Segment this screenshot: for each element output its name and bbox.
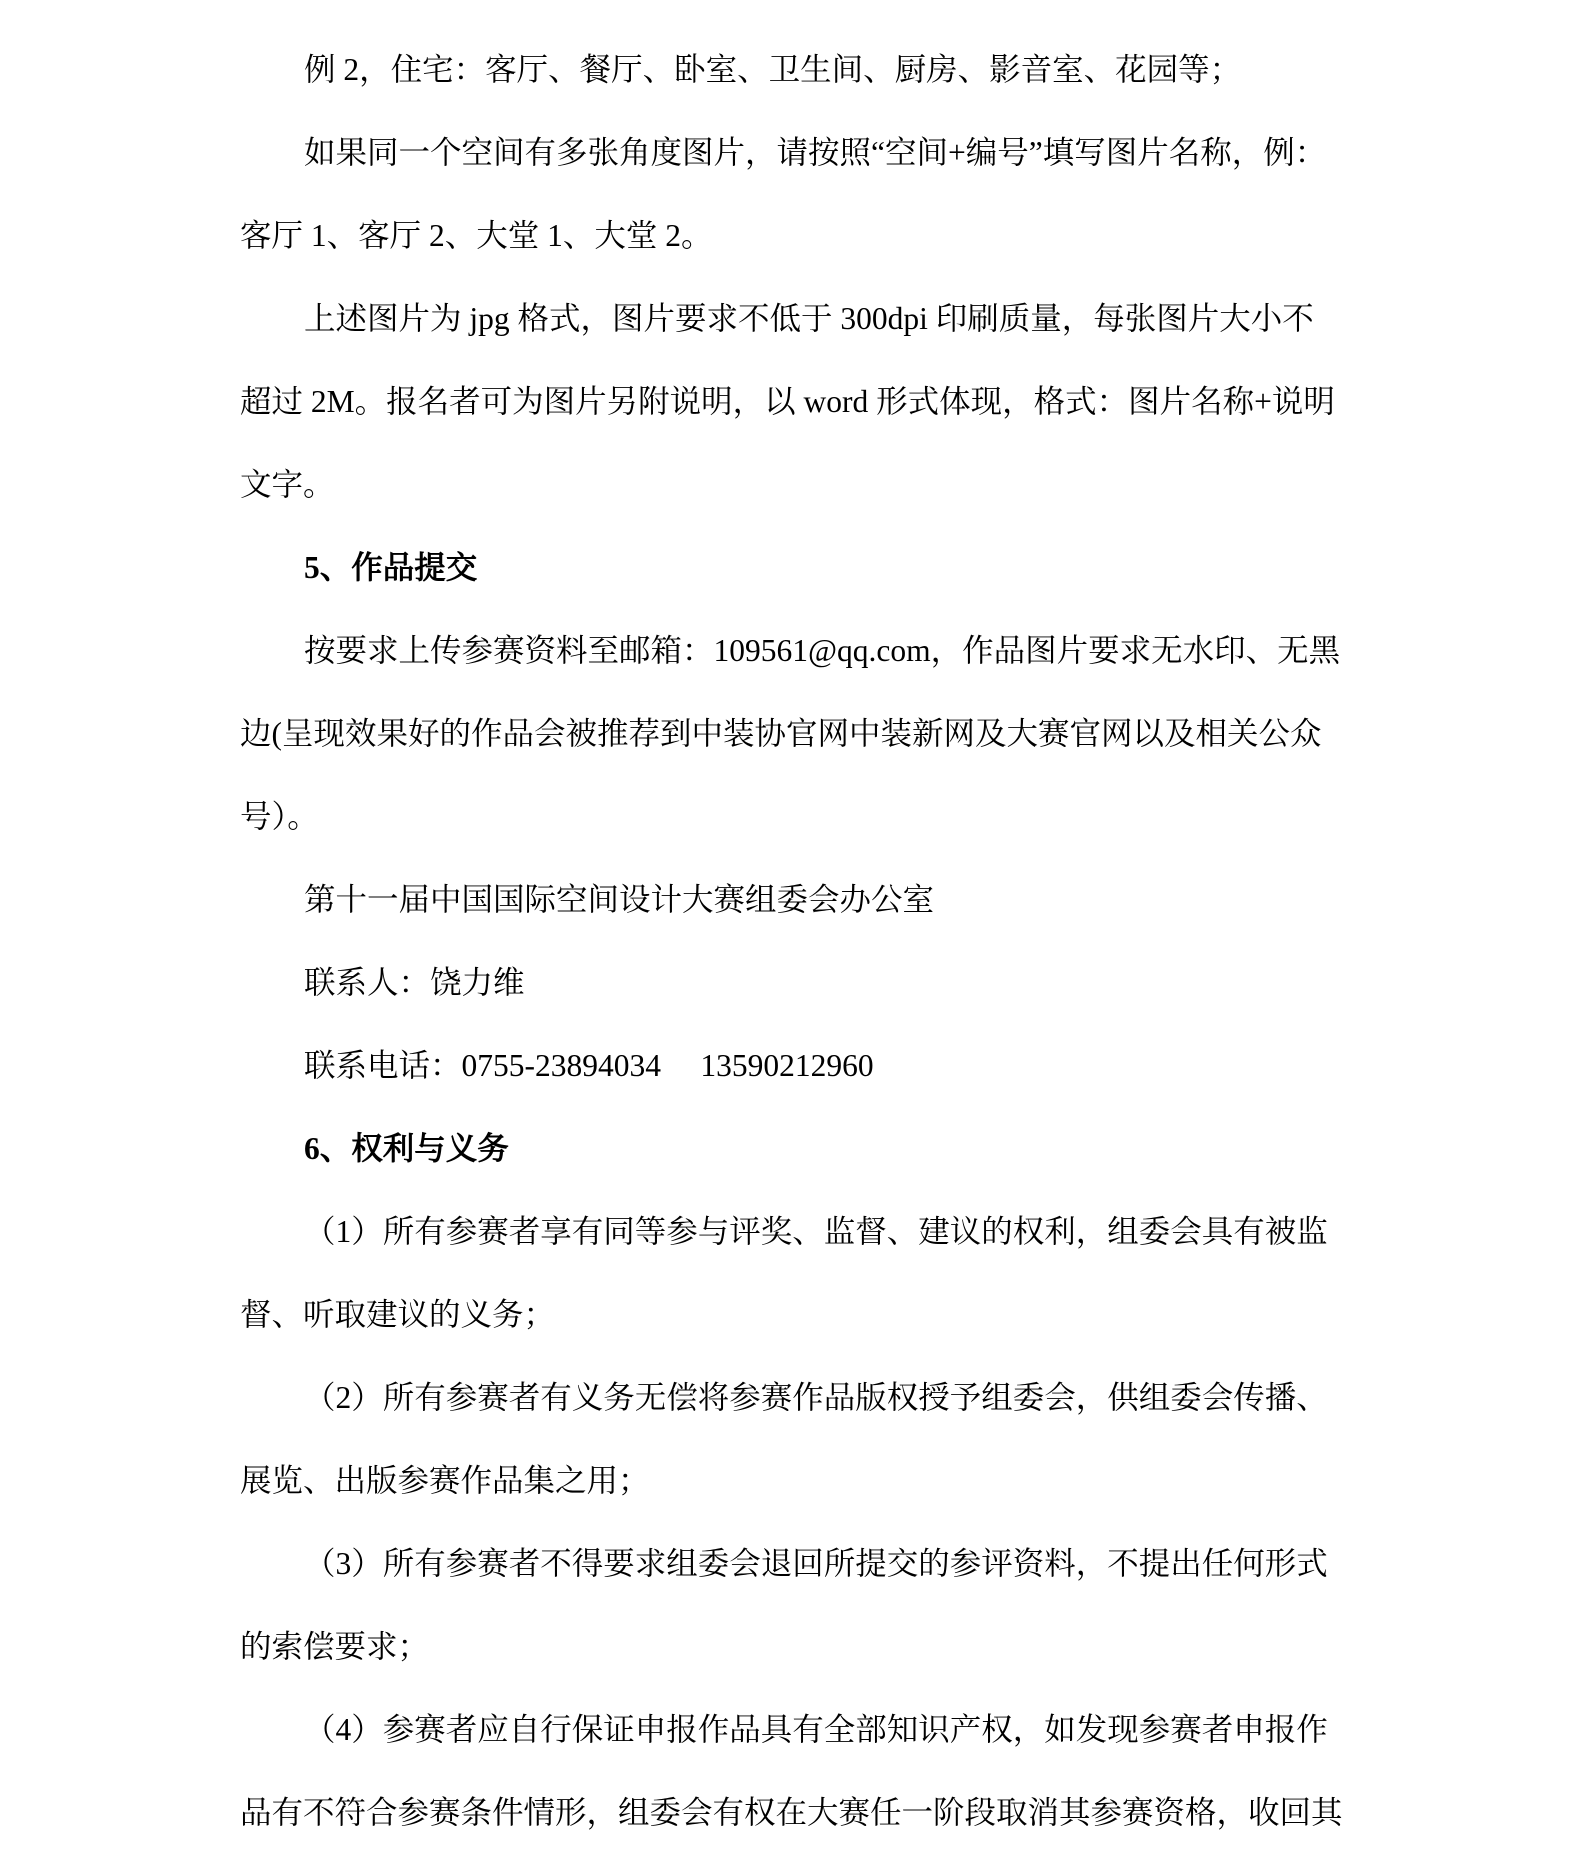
- document-line: 按要求上传参赛资料至邮箱：109561@qq.com，作品图片要求无水印、无黑: [304, 633, 1341, 668]
- section-heading-rights: 6、权利与义务: [304, 1131, 509, 1166]
- document-line: （3）所有参赛者不得要求组委会退回所提交的参评资料，不提出任何形式: [304, 1546, 1328, 1581]
- document-line: 的索偿要求；: [240, 1629, 430, 1664]
- document-line: 超过 2M。报名者可为图片另附说明，以 word 形式体现，格式：图片名称+说明: [240, 384, 1335, 419]
- document-line: 展览、出版参赛作品集之用；: [240, 1463, 650, 1498]
- document-line: 督、听取建议的义务；: [240, 1297, 556, 1332]
- document-line: 客厅 1、客厅 2、大堂 1、大堂 2。: [240, 218, 713, 253]
- organizer-office-line: 第十一届中国国际空间设计大赛组委会办公室: [304, 882, 935, 917]
- document-line: （2）所有参赛者有义务无偿将参赛作品版权授予组委会，供组委会传播、: [304, 1380, 1328, 1415]
- contact-person-line: 联系人：饶力维: [304, 965, 525, 1000]
- document-line: 文字。: [240, 467, 335, 502]
- document-line: 如果同一个空间有多张角度图片，请按照“空间+编号”填写图片名称，例：: [304, 135, 1327, 170]
- document-line: 上述图片为 jpg 格式，图片要求不低于 300dpi 印刷质量，每张图片大小不: [304, 301, 1314, 336]
- document-line: 品有不符合参赛条件情形，组委会有权在大赛任一阶段取消其参赛资格，收回其: [240, 1795, 1343, 1830]
- document-line: （4）参赛者应自行保证申报作品具有全部知识产权，如发现参赛者申报作: [304, 1712, 1328, 1747]
- document-line: （1）所有参赛者享有同等参与评奖、监督、建议的权利，组委会具有被监: [304, 1214, 1328, 1249]
- contact-phone-line: 联系电话：0755-23894034 13590212960: [304, 1048, 874, 1083]
- document-line: 例 2，住宅：客厅、餐厅、卧室、卫生间、厨房、影音室、花园等；: [304, 52, 1242, 87]
- document-line: 号）。: [240, 799, 319, 834]
- document-line: 边(呈现效果好的作品会被推荐到中装协官网中装新网及大赛官网以及相关公众: [240, 716, 1322, 751]
- section-heading-submission: 5、作品提交: [304, 550, 478, 585]
